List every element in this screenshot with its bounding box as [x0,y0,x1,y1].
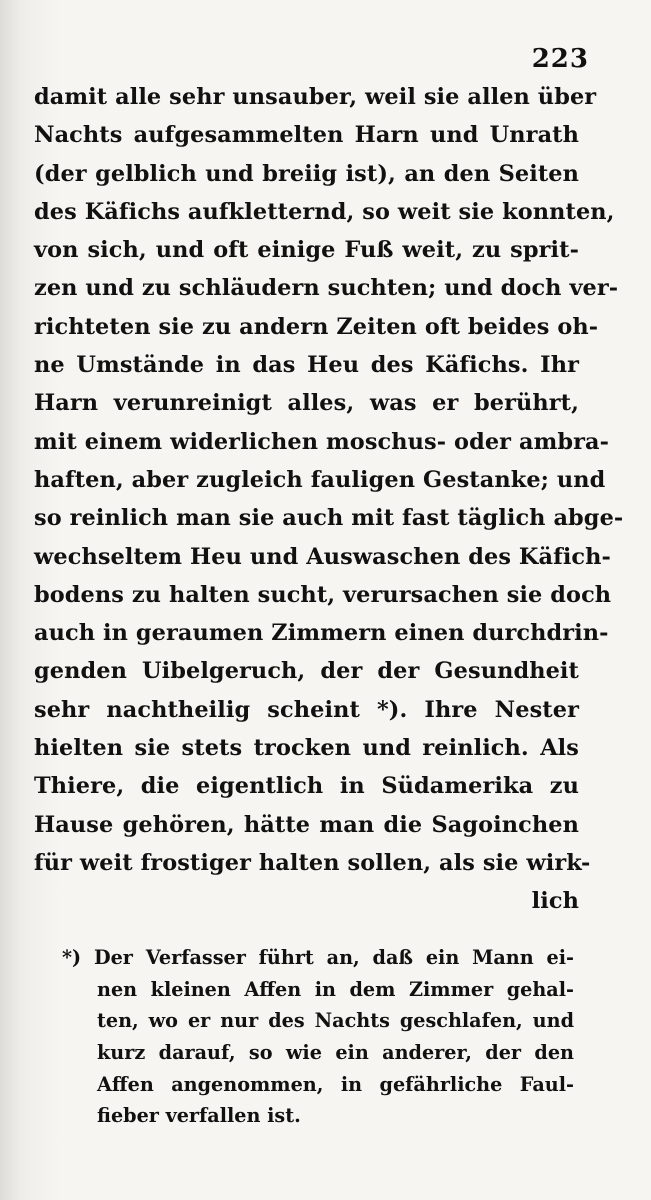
text-line: hielten sie stets trocken und reinlich. Als [34,735,579,762]
text-line: zen und zu schläudern suchten; und doch ver- [34,275,619,302]
footnote-line: ten, wo er nur des Nachts geschlafen, und [97,1009,574,1033]
text-line: wechseltem Heu und Auswaschen des Käfich- [34,543,611,570]
text-line: bodens zu halten sucht, verursachen sie doch [34,581,612,608]
text-line: genden Uibelgeruch, der der Gesundheit [34,658,579,685]
main-text [34,78,624,921]
text-line: richteten sie zu andern Zeiten oft beides oh- [34,313,599,340]
text-line: mit einem widerlichen moschus- oder ambra- [34,428,610,455]
footnote-line: nen kleinen Affen in dem Zimmer gehal- [97,977,574,1001]
text-line: auch in geraumen Zimmern einen durchdrin- [34,620,609,647]
text-line: haften, aber zugleich fauligen Gestanke; und [34,466,606,493]
text-line: so reinlich man sie auch mit fast täglich abge- [34,505,624,532]
text-line: damit alle sehr unsauber, weil sie allen über [34,84,597,110]
text-line: für weit frostiger halten sollen, als sie wirk- [34,849,591,876]
text-line: Harn verunreinigt alles, was er berührt, [34,390,579,417]
footnote-line: kurz darauf, so wie ein anderer, der den [97,1041,574,1065]
text-line: ne Umstände in das Heu des Käfichs. Ihr [34,352,579,379]
text-line: des Käfichs aufkletternd, so weit sie konnten, [34,198,615,225]
page-number: 223 [531,44,589,74]
catchword: lich [531,888,579,915]
footnote-line: fieber verfallen ist. [97,1104,301,1128]
text-line: Hause gehören, hätte man die Sagoinchen [34,811,579,838]
text-line: sehr nachtheilig scheint *). Ihre Nester [34,696,579,723]
text-line: von sich, und oft einige Fuß weit, zu sprit- [34,237,579,264]
text-line: (der gelblich und breiig ist), an den Seiten [34,160,579,187]
footnote [62,942,574,1132]
text-line: Thiere, die eigentlich in Südamerika zu [34,773,579,800]
footnote-line: *) Der Verfasser führt an, daß ein Mann ei- [62,946,574,969]
text-line: Nachts aufgesammelten Harn und Unrath [34,122,579,149]
footnote-line: Affen angenommen, in gefährliche Faul- [97,1072,574,1096]
